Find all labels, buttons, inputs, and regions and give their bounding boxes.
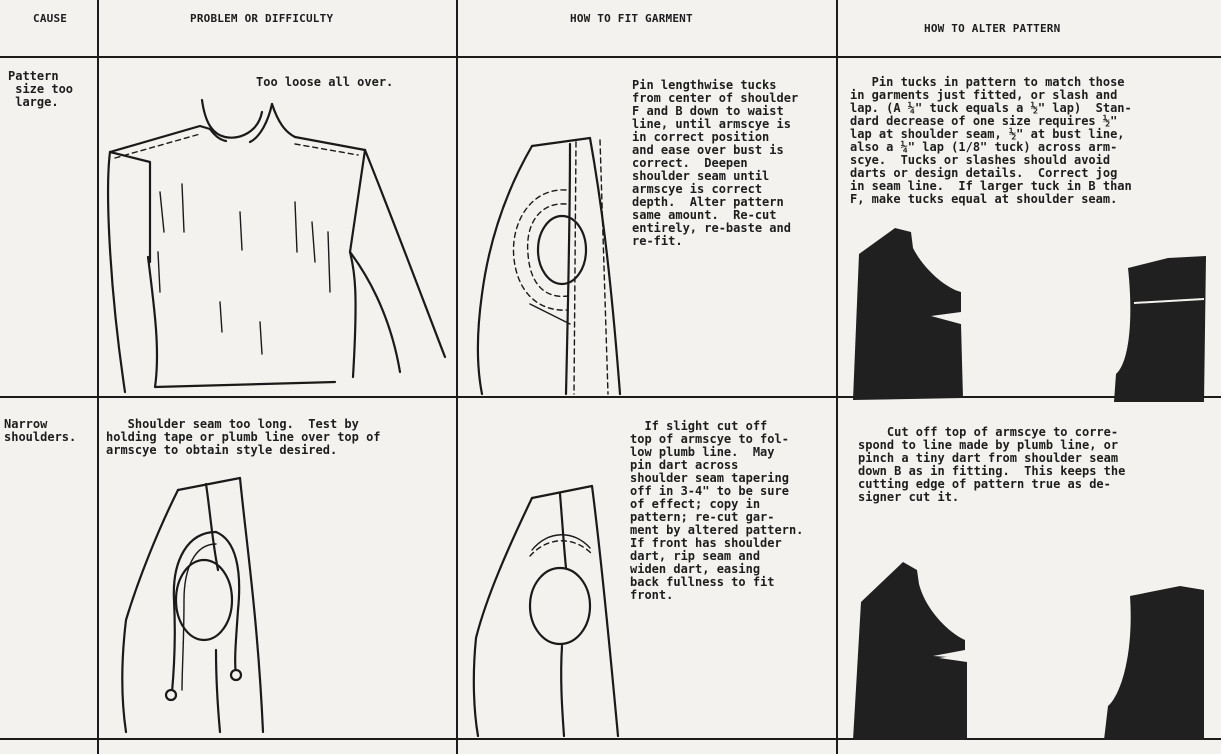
header-rule: [0, 56, 1221, 58]
header-cause: CAUSE: [33, 12, 68, 25]
row-divider: [0, 738, 1221, 740]
shoulder-plumb-sketch-icon: [118, 470, 278, 735]
header-alter: HOW TO ALTER PATTERN: [924, 22, 1061, 35]
armscye-dart-sketch-icon: [468, 478, 628, 738]
column-divider: [836, 0, 838, 754]
problem-text: Shoulder seam too long. Test by holding tape or plumb line over top of armscye to obtain style desired.: [106, 417, 381, 457]
header-problem: PROBLEM OR DIFFICULTY: [190, 12, 334, 25]
fit-instructions: If slight cut off top of armscye to fol- low plumb line. May pin dart across shoulder seam tapering off in 3-4" to be sure of effect; copy in pattern; re-cut gar- ment by altered pattern. If front has shoulder dart, rip seam and widen dart, easing back fullness to fit front.: [630, 419, 804, 602]
bodice-loose-sketch-icon: [100, 92, 450, 392]
problem-text: Too loose all over.: [256, 75, 394, 89]
column-divider: [456, 0, 458, 754]
pattern-piece-photo-icon: [853, 562, 969, 740]
alter-instructions: Cut off top of armscye to corre- spond to line made by plumb line, or pinch a tiny dart from shoulder seam down B as in fitting. This keeps the cutting edge of pattern true as de- signer cut it.: [858, 425, 1126, 504]
cause-cell: Pattern size too large.: [8, 69, 74, 109]
cause-cell: Narrow shoulders.: [4, 417, 77, 444]
column-divider: [97, 0, 99, 754]
alter-instructions: Pin tucks in pattern to match those in garments just fitted, or slash and lap. (A ¼" tuck equals a ½" lap) Stan- dard decrease of one size requires ½" lap at shoulder seam, ½" at bust line, also a ¼" lap (1/8" tuck) across arm- scye. Tucks or slashes should avoid darts or design details. Correct jog in seam line. If larger tuck in B than F, make tucks equal at shoulder seam.: [850, 75, 1132, 206]
armscye-tucks-sketch-icon: [470, 124, 630, 399]
fit-instructions: Pin lengthwise tucks from center of shoulder F and B down to waist line, until armscye is in correct position and ease over bust is correct. Deepen shoulder seam until armscye is correct depth. Alter pattern same amount. Re-cut entirely, re-baste and re-fit.: [632, 78, 799, 248]
pattern-piece-photo-icon: [1104, 586, 1204, 740]
header-fit: HOW TO FIT GARMENT: [570, 12, 693, 25]
pattern-piece-photo-icon: [1114, 254, 1208, 402]
pattern-piece-photo-icon: [853, 228, 965, 400]
